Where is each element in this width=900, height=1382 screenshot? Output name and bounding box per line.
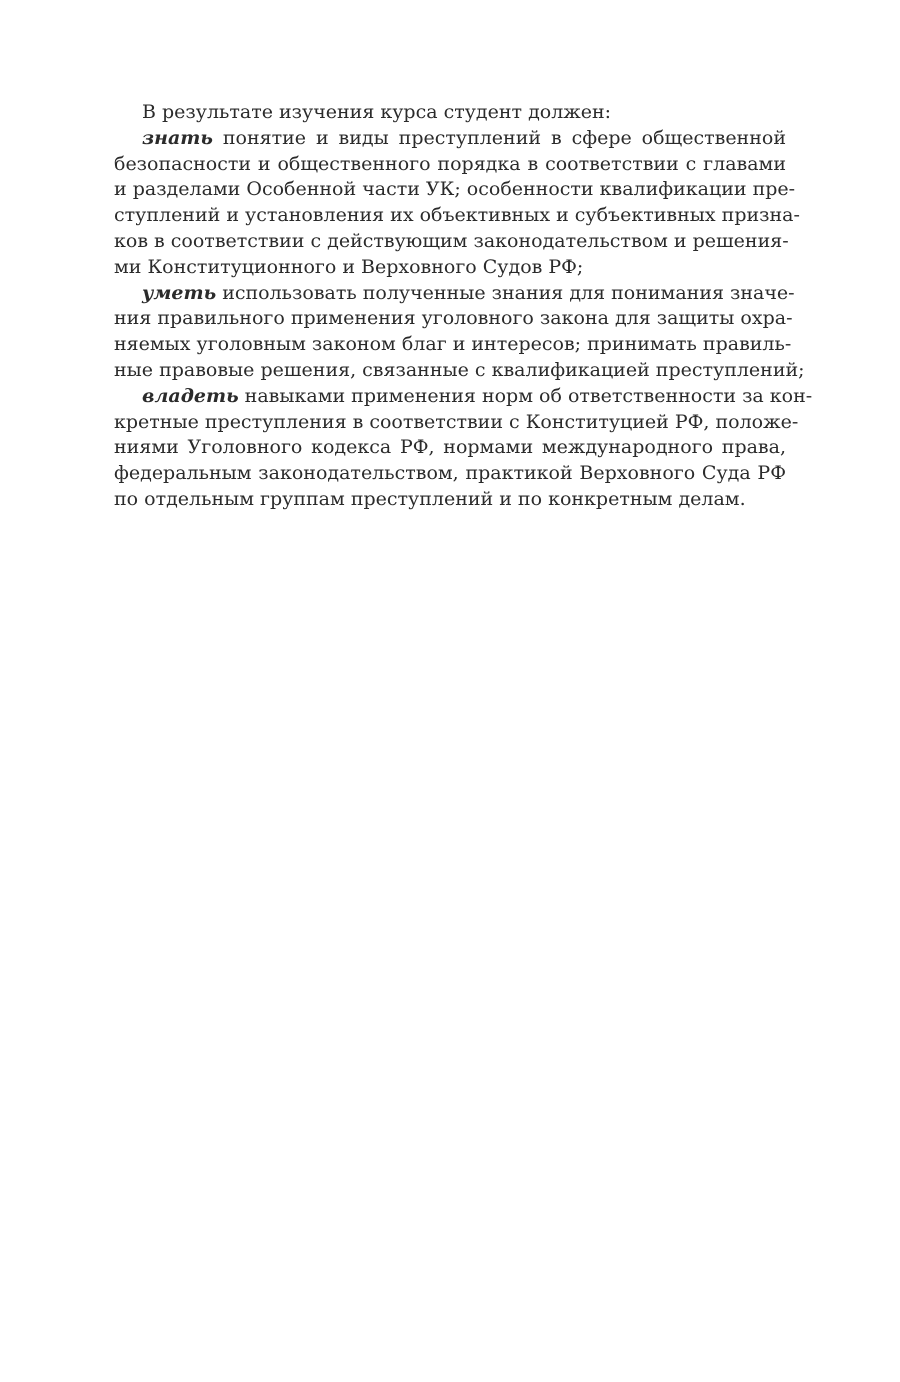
keyword-know: знать xyxy=(142,126,213,149)
able-line-3: няемых уголовным законом благ и интересов; принимать правиль- xyxy=(114,333,792,356)
master-line-4: федеральным законодательством, практикой Верховного Суда РФ xyxy=(114,462,786,485)
know-text: понятие и виды преступлений в сфере общественной xyxy=(212,126,786,149)
able-line-1 xyxy=(114,281,795,307)
keyword-able: уметь xyxy=(142,281,217,304)
know-line-5: ков в соответствии с действующим законодательством и решения- xyxy=(114,229,789,252)
know-line-2: безопасности и общественного порядка в соответствии с главами xyxy=(114,152,786,175)
know-line-4: ступлений и установления их объективных и субъективных призна- xyxy=(114,204,800,227)
document-text xyxy=(114,100,813,513)
intro-line: В результате изучения курса студент должен: xyxy=(142,101,612,123)
able-line-2: ния правильного применения уголовного закона для защиты охра- xyxy=(114,307,793,330)
able-text: использовать полученные знания для понимания значе- xyxy=(216,281,795,304)
paragraph-master xyxy=(114,384,813,513)
know-line-3: и разделами Особенной части УК; особенности квалификации пре- xyxy=(114,178,796,201)
know-line-1 xyxy=(114,126,786,152)
keyword-master: владеть xyxy=(142,384,239,407)
master-line-1 xyxy=(114,384,813,410)
master-text: навыками применения норм об ответственности за кон- xyxy=(238,384,813,407)
know-line-6: ми Конституционного и Верховного Судов РФ; xyxy=(114,255,584,278)
master-line-5: по отдельным группам преступлений и по конкретным делам. xyxy=(114,487,746,510)
master-line-3: ниями Уголовного кодекса РФ, нормами международного права, xyxy=(114,436,786,459)
able-line-4: ные правовые решения, связанные с квалификацией преступлений; xyxy=(114,358,805,381)
master-line-2: кретные преступления в соответствии с Конституцией РФ, положе- xyxy=(114,410,799,433)
paragraph-able xyxy=(114,281,805,384)
paragraph-know xyxy=(114,126,800,281)
